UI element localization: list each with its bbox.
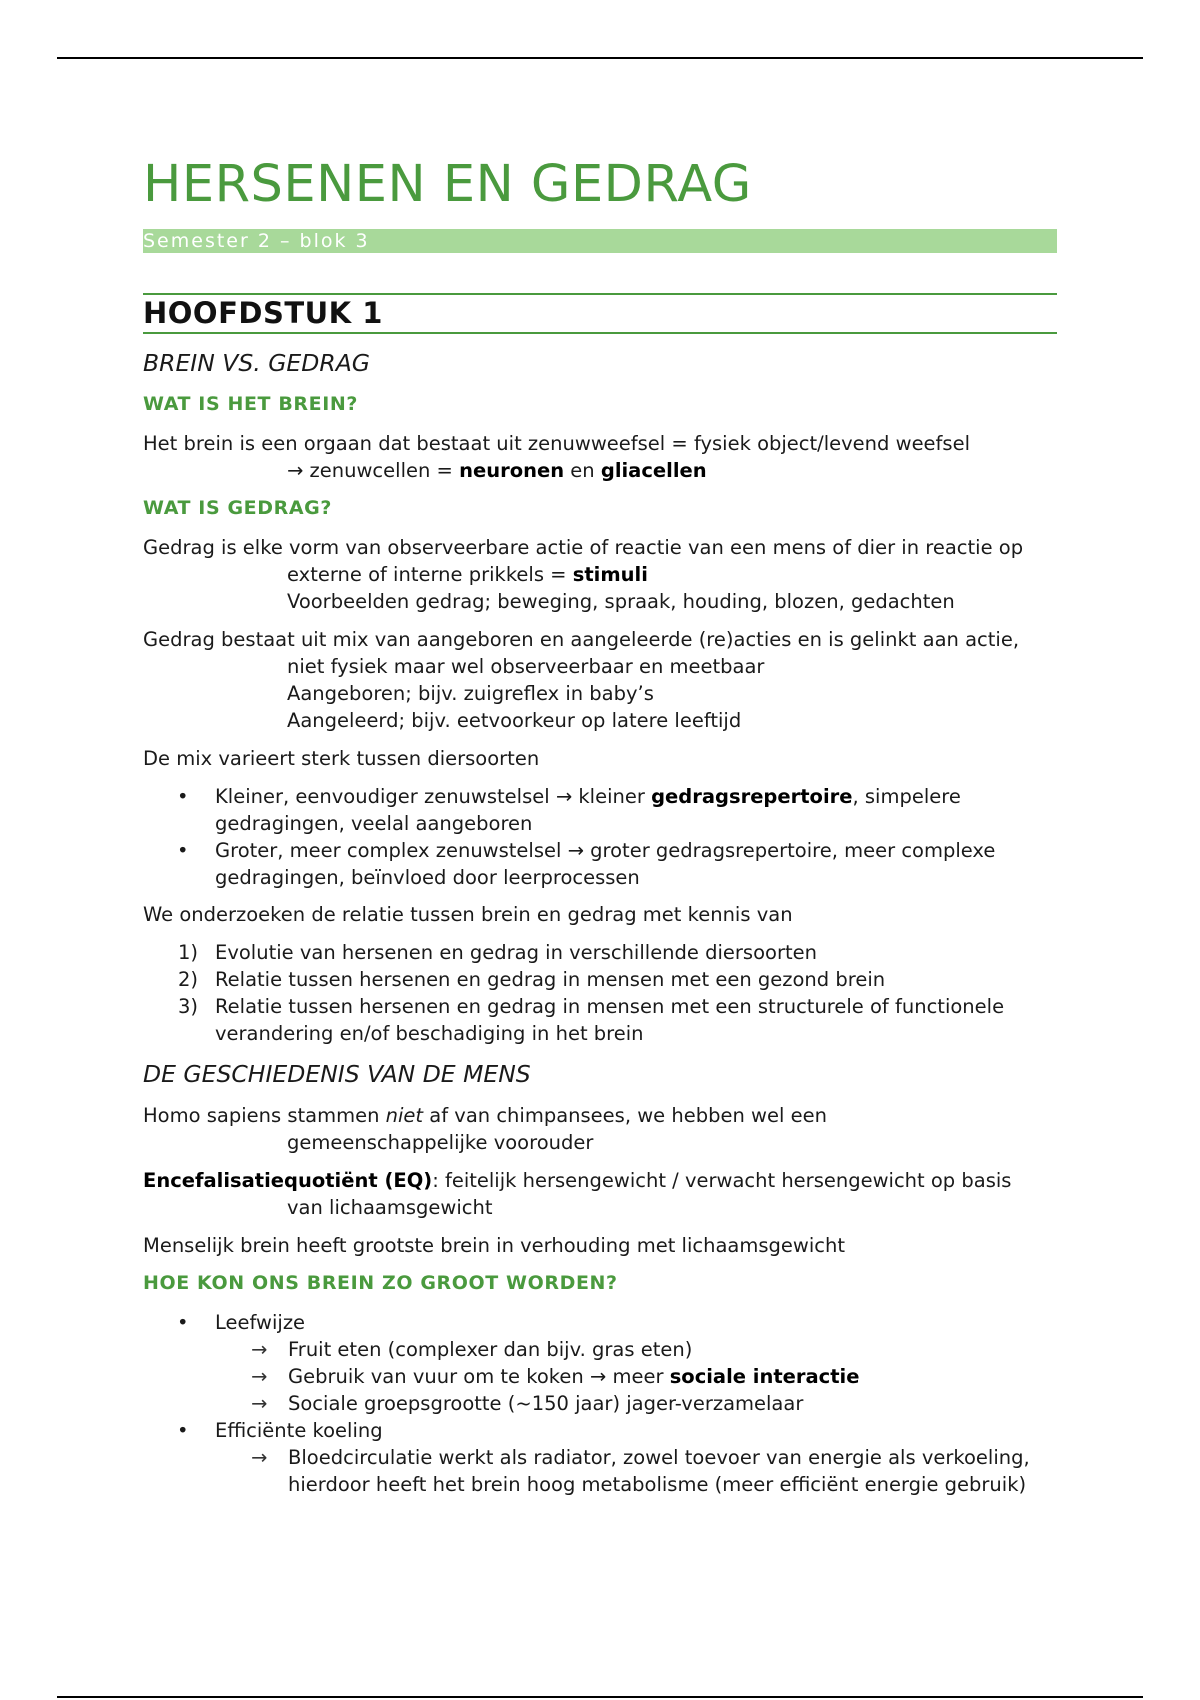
list-item-text: Efficiënte koeling [215, 1419, 383, 1442]
bold-term-stimuli: stimuli [572, 563, 648, 586]
page-bottom-rule [57, 1696, 1143, 1698]
arrow-right-icon: → [251, 1338, 268, 1361]
list-item-text: Sociale groepsgrootte (~150 jaar) jager-verzamelaar [288, 1392, 804, 1415]
subheading-wat-is-gedrag: WAT IS GEDRAG? [143, 497, 332, 519]
bold-term-sociale-interactie: sociale interactie [669, 1365, 860, 1388]
paragraph-gedrag-definition [143, 534, 1057, 615]
text-line: Gedrag bestaat uit mix van aangeboren en aangeleerde (re)acties en is gelinkt aan actie, [143, 628, 1020, 651]
arrow-right-icon: → [251, 1365, 268, 1388]
text-fragment: → zenuwcellen = [287, 459, 460, 482]
list-number: 2) [178, 968, 199, 991]
text-line [215, 561, 1057, 588]
bullet-list-groot [143, 1309, 1057, 1498]
list-item [143, 939, 1057, 966]
section-heading-geschiedenis: DE GESCHIEDENIS VAN DE MENS [143, 1060, 531, 1088]
chapter-heading: HOOFDSTUK 1 [143, 296, 383, 330]
bullet-icon: • [177, 839, 189, 862]
text-fragment: en [564, 459, 601, 482]
text-line: gemeenschappelijke voorouder [287, 1131, 594, 1154]
paragraph-mix-varieert: De mix varieert sterk tussen diersoorten [143, 747, 540, 770]
text-fragment: Kleiner, eenvoudiger zenuwstelsel → kleiner [215, 785, 652, 808]
text-line: niet fysiek maar wel observeerbaar en meetbaar [287, 655, 765, 678]
text-line: Gedrag is elke vorm van observeerbare actie of reactie van een mens of dier in reactie op [143, 536, 1024, 559]
list-item [143, 966, 1057, 993]
paragraph-gedrag-mix [143, 626, 1057, 734]
list-item [143, 837, 1057, 891]
paragraph-onderzoeken: We onderzoeken de relatie tussen brein en gedrag met kennis van [143, 903, 793, 926]
list-item-text: Relatie tussen hersenen en gedrag in mensen met een structurele of functionele verandering en/of beschadiging in het brein [215, 995, 1005, 1045]
document-body [143, 350, 1057, 1508]
text-line: Voorbeelden gedrag; beweging, spraak, houding, blozen, gedachten [287, 590, 955, 613]
list-item [143, 783, 1057, 837]
bullet-icon: • [177, 1311, 189, 1334]
arrow-sublist [215, 1336, 1057, 1417]
list-item [143, 1390, 1057, 1417]
text-fragment: Homo sapiens stammen [143, 1104, 386, 1127]
bold-term-eq: Encefalisatiequotiënt (EQ) [143, 1169, 433, 1192]
chapter-rule-top [143, 293, 1057, 295]
text-line: Aangeleerd; bijv. eetvoorkeur op latere leeftijd [287, 709, 742, 732]
text-fragment: Gebruik van vuur om te koken → meer [288, 1365, 670, 1388]
list-item-text: Evolutie van hersenen en gedrag in verschillende diersoorten [215, 941, 817, 964]
list-item [143, 993, 1057, 1047]
paragraph-homo-sapiens [143, 1102, 1057, 1156]
bullet-list-zenuwstelsel [143, 783, 1057, 891]
list-item [143, 1444, 1057, 1498]
text-fragment: Groter, meer complex zenuwstelsel → groter gedragsrepertoire, meer complexe gedragingen, beïnvloed door leerprocessen [215, 839, 996, 889]
bold-term-gliacellen: gliacellen [600, 459, 707, 482]
subheading-wat-is-brein: WAT IS HET BREIN? [143, 393, 359, 415]
paragraph-brein-definition [143, 430, 1057, 484]
text-line: van lichaamsgewicht [287, 1196, 493, 1219]
list-item [143, 1417, 1057, 1498]
italic-term-niet: niet [385, 1104, 424, 1127]
page-top-rule [57, 57, 1143, 59]
text-fragment: : feitelijk hersengewicht / verwacht hersengewicht op basis [432, 1169, 1012, 1192]
text-line: Het brein is een orgaan dat bestaat uit zenuwweefsel = fysiek object/levend weefsel [143, 432, 970, 455]
subheading-brein-groot: HOE KON ONS BREIN ZO GROOT WORDEN? [143, 1272, 618, 1294]
list-item-text: Fruit eten (complexer dan bijv. gras eten) [288, 1338, 693, 1361]
bold-term-neuronen: neuronen [459, 459, 565, 482]
list-number: 3) [178, 995, 199, 1018]
bullet-icon: • [177, 785, 189, 808]
paragraph-menselijk-brein: Menselijk brein heeft grootste brein in verhouding met lichaamsgewicht [143, 1234, 845, 1257]
text-fragment: externe of interne prikkels = [287, 563, 573, 586]
list-item-text: Bloedcirculatie werkt als radiator, zowel toevoer van energie als verkoeling, hierdoor heeft het brein hoog metabolisme (meer efficiënt energie gebruik) [288, 1446, 1030, 1496]
arrow-right-icon: → [251, 1446, 268, 1469]
bold-term-gedragsrepertoire: gedragsrepertoire [651, 785, 853, 808]
arrow-right-icon: → [251, 1392, 268, 1415]
list-item-text: Relatie tussen hersenen en gedrag in mensen met een gezond brein [215, 968, 886, 991]
text-line: Aangeboren; bijv. zuigreflex in baby’s [287, 682, 654, 705]
chapter-rule-bottom [143, 332, 1057, 334]
arrow-sublist [215, 1444, 1057, 1498]
list-item-text: Leefwijze [215, 1311, 306, 1334]
list-item [143, 1336, 1057, 1363]
bullet-icon: • [177, 1419, 189, 1442]
text-fragment: af van chimpansees, we hebben wel een [423, 1104, 827, 1127]
text-fragment: , simpelere gedragingen, veelal aangeboren [215, 785, 961, 835]
list-number: 1) [178, 941, 199, 964]
document-title: HERSENEN EN GEDRAG [143, 155, 752, 214]
paragraph-eq [143, 1167, 1057, 1221]
list-item [143, 1309, 1057, 1417]
list-item [143, 1363, 1057, 1390]
numbered-list-kennis [143, 939, 1057, 1047]
section-heading-brein-vs-gedrag: BREIN VS. GEDRAG [143, 349, 370, 377]
document-subtitle: Semester 2 – blok 3 [143, 229, 1057, 253]
text-line [215, 457, 1057, 484]
